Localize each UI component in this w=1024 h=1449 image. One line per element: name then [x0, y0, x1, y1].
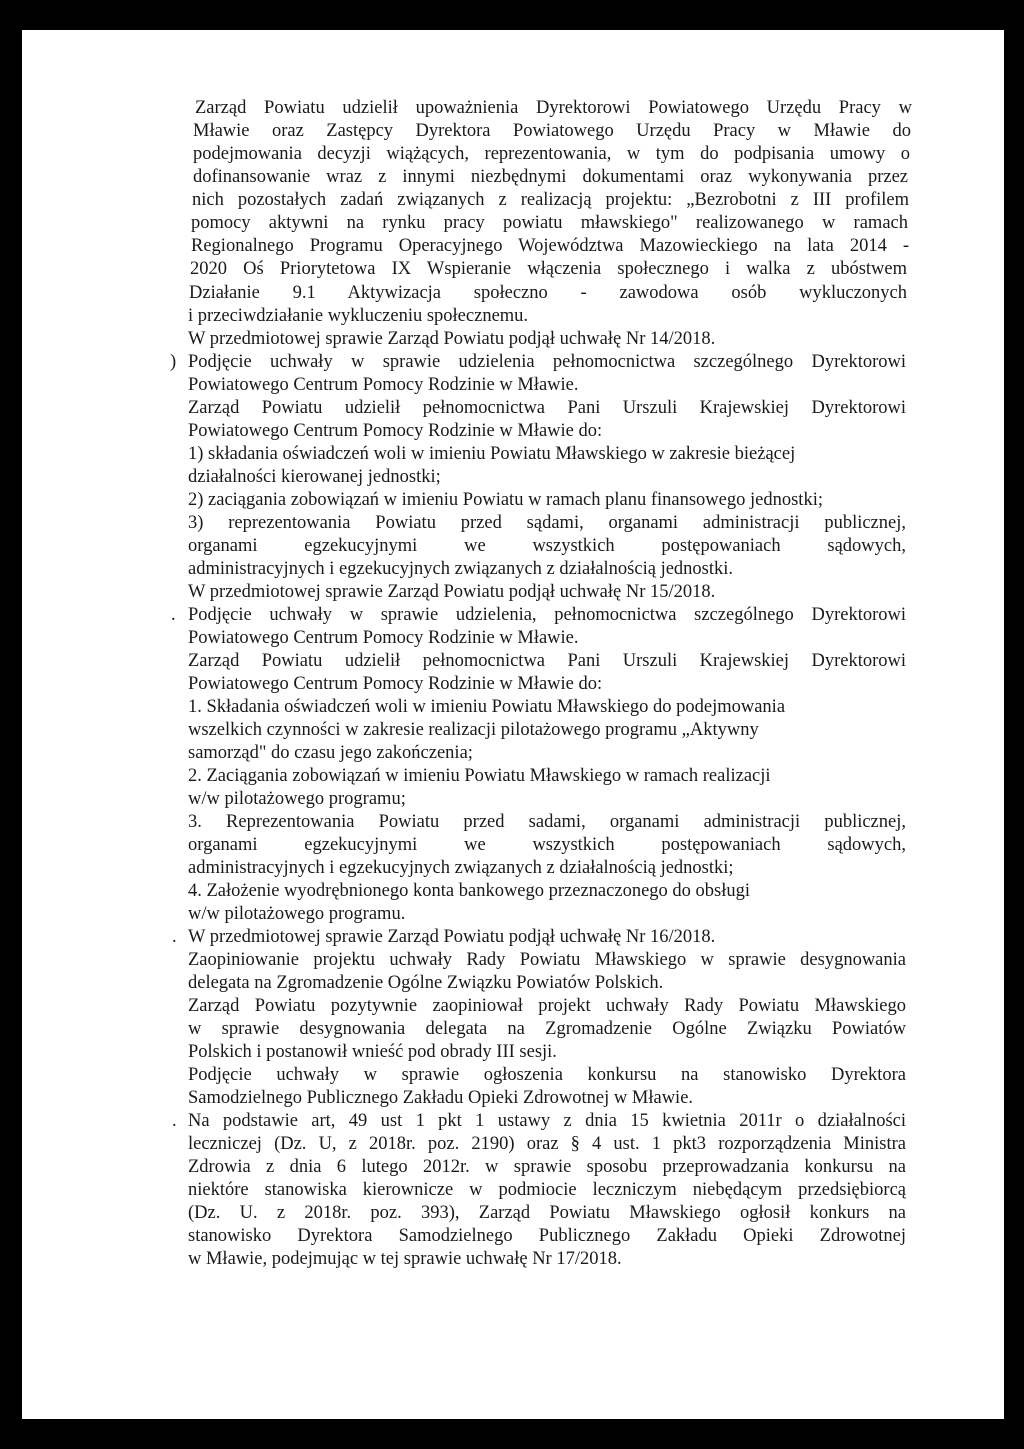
text-line: w/w pilotażowego programu.: [188, 904, 406, 924]
item-number-marker: .: [172, 1111, 177, 1131]
text-line: Zdrowia z dnia 6 lutego 2012r. w sprawie sposobu przeprowadzania konkursu na: [188, 1157, 906, 1177]
text-line: niektóre stanowiska kierownicze w podmiocie leczniczym niebędącym przedsiębiorcą: [188, 1180, 906, 1200]
text-line: W przedmiotowej sprawie Zarząd Powiatu podjął uchwałę Nr 14/2018.: [188, 329, 716, 349]
text-line: podejmowania decyzji wiążących, reprezentowania, w tym do podpisania umowy o: [193, 144, 910, 164]
text-line: Zaopiniowanie projektu uchwały Rady Powiatu Mławskiego w sprawie desygnowania: [188, 950, 906, 970]
item-number-marker: .: [171, 605, 176, 625]
text-line: 3. Reprezentowania Powiatu przed sadami, organami administracji publicznej,: [188, 812, 906, 832]
text-line: Powiatowego Centrum Pomocy Rodzinie w Mławie.: [188, 375, 579, 395]
text-line: leczniczej (Dz. U, z 2018r. poz. 2190) oraz § 4 ust. 1 pkt3 rozporządzenia Ministra: [188, 1134, 906, 1154]
text-line: nich pozostałych zadań związanych z realizacją projektu: „Bezrobotni z III profilem: [192, 190, 909, 210]
text-line: wszelkich czynności w zakresie realizacji pilotażowego programu „Aktywny: [188, 720, 759, 740]
text-line: 1) składania oświadczeń woli w imieniu Powiatu Mławskiego w zakresie bieżącej: [188, 444, 796, 464]
item-number-marker: ): [170, 352, 177, 372]
text-line: Podjęcie uchwały w sprawie ogłoszenia konkursu na stanowisko Dyrektora: [188, 1065, 906, 1085]
text-line: administracyjnych i egzekucyjnych związanych z działalnością jednostki.: [188, 559, 734, 579]
text-line: Zarząd Powiatu udzielił upoważnienia Dyrektorowi Powiatowego Urzędu Pracy w: [195, 98, 912, 118]
text-line: Samodzielnego Publicznego Zakładu Opieki Zdrowotnej w Mławie.: [188, 1088, 694, 1108]
text-line: Mławie oraz Zastępcy Dyrektora Powiatowego Urzędu Pracy w Mławie do: [193, 121, 911, 141]
text-line: 1. Składania oświadczeń woli w imieniu Powiatu Mławskiego do podejmowania: [188, 697, 786, 717]
text-line: Powiatowego Centrum Pomocy Rodzinie w Mławie do:: [188, 421, 603, 441]
text-line: Działanie 9.1 Aktywizacja społeczno - zawodowa osób wykluczonych: [189, 283, 907, 303]
text-line: Zarząd Powiatu udzielił pełnomocnictwa Pani Urszuli Krajewskiej Dyrektorowi: [188, 651, 906, 671]
text-line: administracyjnych i egzekucyjnych związanych z działalnością jednostki;: [188, 858, 734, 878]
text-line: Zarząd Powiatu pozytywnie zaopiniował projekt uchwały Rady Powiatu Mławskiego: [188, 996, 906, 1016]
document-page: [22, 30, 1004, 1419]
text-line: samorząd" do czasu jego zakończenia;: [188, 743, 473, 763]
text-line: (Dz. U. z 2018r. poz. 393), Zarząd Powiatu Mławskiego ogłosił konkurs na: [188, 1203, 906, 1223]
text-line: w Mławie, podejmując w tej sprawie uchwałę Nr 17/2018.: [188, 1249, 622, 1269]
text-line: organami egzekucyjnymi we wszystkich postępowaniach sądowych,: [188, 536, 906, 556]
text-line: Na podstawie art, 49 ust 1 pkt 1 ustawy z dnia 15 kwietnia 2011r o działalności: [188, 1111, 906, 1131]
text-line: delegata na Zgromadzenie Ogólne Związku Powiatów Polskich.: [188, 973, 664, 993]
text-line: i przeciwdziałanie wykluczeniu społecznemu.: [188, 306, 529, 326]
text-line: 2) zaciągania zobowiązań w imieniu Powiatu w ramach planu finansowego jednostki;: [188, 490, 823, 510]
text-line: w sprawie desygnowania delegata na Zgromadzenie Ogólne Związku Powiatów: [188, 1019, 906, 1039]
text-line: Regionalnego Programu Operacyjnego Województwa Mazowieckiego na lata 2014 -: [191, 236, 909, 256]
text-line: Zarząd Powiatu udzielił pełnomocnictwa Pani Urszuli Krajewskiej Dyrektorowi: [188, 398, 906, 418]
text-line: Podjęcie uchwały w sprawie udzielenia pełnomocnictwa szczególnego Dyrektorowi: [188, 352, 906, 372]
text-line: Powiatowego Centrum Pomocy Rodzinie w Mławie do:: [188, 674, 603, 694]
text-line: Polskich i postanowił wnieść pod obrady III sesji.: [188, 1042, 557, 1062]
text-line: Powiatowego Centrum Pomocy Rodzinie w Mławie.: [188, 628, 579, 648]
text-line: 3) reprezentowania Powiatu przed sądami, organami administracji publicznej,: [188, 513, 906, 533]
text-line: w/w pilotażowego programu;: [188, 789, 406, 809]
text-line: W przedmiotowej sprawie Zarząd Powiatu podjął uchwałę Nr 15/2018.: [188, 582, 716, 602]
item-number-marker: .: [172, 927, 177, 947]
text-line: 2020 Oś Priorytetowa IX Wspieranie włączenia społecznego i walka z ubóstwem: [190, 259, 907, 279]
text-line: stanowisko Dyrektora Samodzielnego Publicznego Zakładu Opieki Zdrowotnej: [188, 1226, 906, 1246]
text-line: 4. Założenie wyodrębnionego konta bankowego przeznaczonego do obsługi: [188, 881, 751, 901]
text-line: dofinansowanie wraz z innymi niezbędnymi dokumentami oraz wykonywania przez: [193, 167, 908, 187]
text-line: organami egzekucyjnymi we wszystkich postępowaniach sądowych,: [188, 835, 906, 855]
text-line: Podjęcie uchwały w sprawie udzielenia, pełnomocnictwa szczególnego Dyrektorowi: [188, 605, 906, 625]
text-line: pomocy aktywni na rynku pracy powiatu mławskiego" realizowanego w ramach: [191, 213, 908, 233]
text-line: W przedmiotowej sprawie Zarząd Powiatu podjął uchwałę Nr 16/2018.: [188, 927, 716, 947]
text-line: 2. Zaciągania zobowiązań w imieniu Powiatu Mławskiego w ramach realizacji: [188, 766, 771, 786]
text-line: działalności kierowanej jednostki;: [188, 467, 441, 487]
